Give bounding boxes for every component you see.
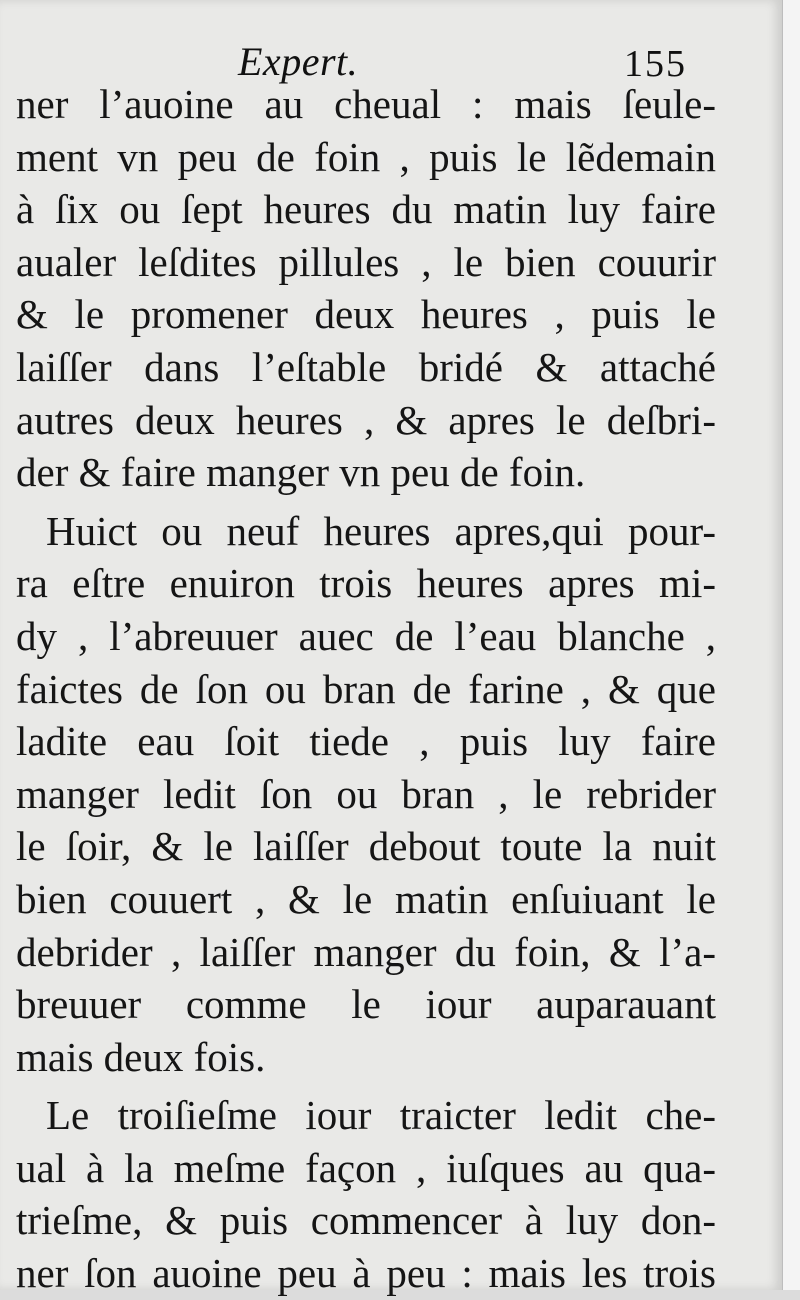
paragraph-1 — [16, 78, 716, 499]
text-line: ual à la meſme façon , iuſques au qua- — [16, 1144, 716, 1191]
paragraph-3 — [16, 1089, 716, 1299]
running-title: Expert. — [238, 39, 359, 84]
text-line: ra eſtre enuiron trois heures apres mi- — [16, 560, 716, 607]
text-line: ner l’auoine au cheual : mais ſeule- — [16, 81, 716, 127]
text-line: dy , l’abreuuer auec de l’eau blanche , — [16, 612, 716, 659]
page-edge — [782, 0, 800, 1290]
text-line: aualer leſdites pillules , le bien couurir — [16, 238, 716, 285]
body-text — [16, 78, 716, 1300]
text-line: bien couuert , & le matin enſuiuant le — [16, 875, 716, 922]
text-line: laiſſer dans l’eſtable bridé & attaché — [16, 343, 716, 390]
text-line: ladite eau ſoit tiede , puis luy faire — [16, 718, 716, 765]
text-line: à ſix ou ſept heures du matin luy faire — [16, 186, 716, 233]
text-line: breuuer comme le iour auparauant — [16, 981, 716, 1028]
text-line: ner ſon auoine peu à peu : mais les trois — [16, 1250, 716, 1297]
text-line: faictes de ſon ou bran de farine , & que — [16, 665, 716, 712]
text-line: trieſme, & puis commencer à luy don- — [16, 1197, 716, 1244]
page-number: 155 — [624, 43, 687, 85]
text-line: Huict ou neuf heures apres,qui pour- — [46, 507, 716, 554]
text-line: autres deux heures , & apres le deſbri- — [16, 396, 716, 443]
text-line: der & faire manger vn peu de foin. — [16, 449, 586, 496]
text-line: ment vn peu de foin , puis le lẽdemain — [16, 133, 716, 180]
text-line: manger ledit ſon ou bran , le rebrider — [16, 770, 716, 817]
text-line: le ſoir, & le laiſſer debout toute la nuit — [16, 823, 716, 870]
text-line: debrider , laiſſer manger du foin, & l’a- — [16, 928, 716, 975]
text-line: & le promener deux heures , puis le — [16, 291, 716, 338]
text-line: Le troiſieſme iour traicter ledit che- — [46, 1092, 716, 1139]
paragraph-2 — [16, 505, 716, 1084]
text-line: mais deux fois. — [16, 1033, 266, 1080]
